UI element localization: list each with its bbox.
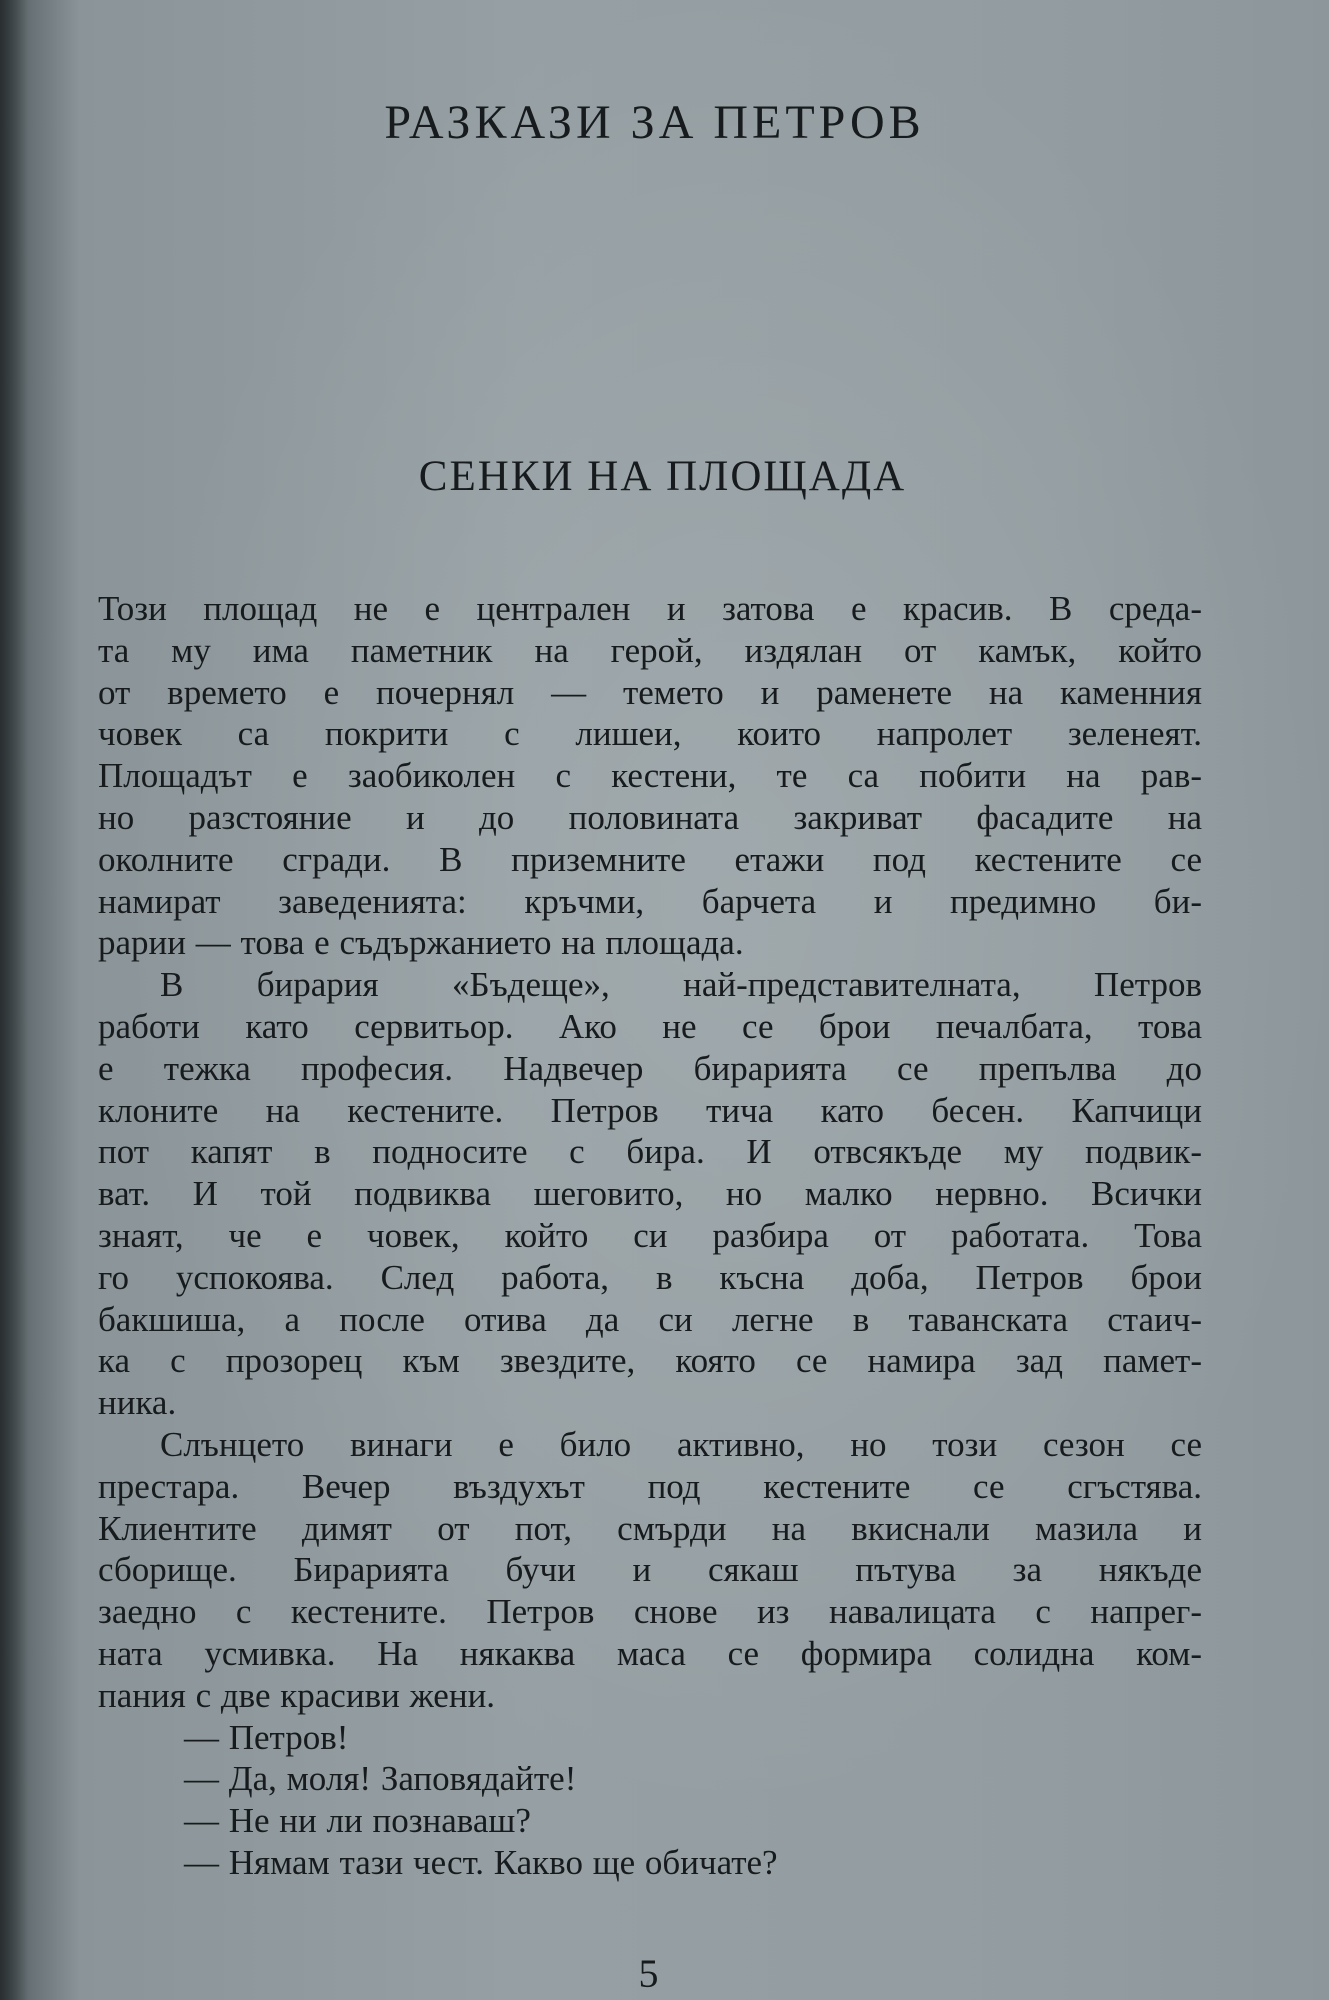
- text-line: околните сгради. В приземните етажи под кестените се: [98, 839, 1202, 879]
- text-line: рарии — това е съдържанието на площада.: [98, 923, 744, 963]
- text-line: ка с прозорец към звездите, която се намира зад памет-: [98, 1341, 1202, 1381]
- text-line: но разстояние и до половината закриват фасадите на: [98, 797, 1202, 837]
- text-line: Слънцето винаги е било активно, но този сезон се: [160, 1424, 1202, 1464]
- text-line: човек са покрити с лишеи, които напролет зеленеят.: [98, 714, 1202, 754]
- text-line: работи като сервитьор. Ако не се брои печалбата, това: [98, 1006, 1202, 1046]
- text-line: сборище. Бирарията бучи и сякаш пътува за някъде: [98, 1550, 1202, 1590]
- text-line: е тежка професия. Надвечер бирарията се препълва до: [98, 1048, 1202, 1088]
- dialogue-line: — Петров!: [184, 1717, 349, 1757]
- dialogue-line: — Да, моля! Заповядайте!: [184, 1759, 577, 1799]
- text-line: Площадът е заобиколен с кестени, те са побити на рав-: [98, 756, 1202, 796]
- paragraph-3: [98, 1424, 1202, 1717]
- story-text: [98, 588, 1202, 1884]
- text-line: клоните на кестените. Петров тича като бесен. Капчици: [98, 1090, 1202, 1130]
- dialogue: [98, 1717, 1202, 1884]
- text-line: престара. Вечер въздухът под кестените се сгъстява.: [98, 1466, 1202, 1506]
- text-line: бакшиша, а после отива да си легне в таванската стаич-: [98, 1299, 1202, 1339]
- story-title: СЕНКИ НА ПЛОЩАДА: [418, 453, 907, 500]
- text-line: знаят, че е човек, който си разбира от работата. Това: [98, 1215, 1202, 1255]
- text-line: от времето е почернял — темето и раменете на каменния: [98, 672, 1202, 712]
- text-line: заедно с кестените. Петров снове из навалицата с напрег-: [98, 1592, 1202, 1632]
- book-title: РАЗКАЗИ ЗА ПЕТРОВ: [384, 96, 925, 149]
- text-line: пот капят в подносите с бира. И отвсякъде му подвик-: [98, 1132, 1202, 1172]
- text-line: намират заведенията: кръчми, барчета и предимно би-: [98, 881, 1202, 921]
- text-line: го успокоява. След работа, в късна доба, Петров брои: [98, 1257, 1202, 1297]
- page-number: 5: [638, 1951, 659, 1996]
- paragraph-1: [98, 588, 1202, 964]
- book-gutter-shadow: [0, 0, 28, 2000]
- dialogue-line: — Нямам тази чест. Какво ще обичате?: [184, 1842, 778, 1882]
- text-line: Клиентите димят от пот, смърди на вкиснали мазила и: [98, 1508, 1202, 1548]
- text-line: пания с две красиви жени.: [98, 1675, 496, 1715]
- text-line: ната усмивка. На някаква маса се формира солидна ком-: [98, 1633, 1202, 1673]
- text-line: ват. И той подвиква шеговито, но малко нервно. Всички: [98, 1174, 1202, 1214]
- text-line: та му има паметник на герой, издялан от камък, който: [98, 630, 1202, 670]
- text-line: ника.: [98, 1383, 177, 1423]
- dialogue-line: — Не ни ли познаваш?: [184, 1801, 531, 1841]
- text-line: В бирария «Бъдеще», най-представителната, Петров: [160, 965, 1202, 1005]
- text-line: Този площад не е централен и затова е красив. В среда-: [98, 589, 1202, 628]
- paragraph-2: [98, 964, 1202, 1424]
